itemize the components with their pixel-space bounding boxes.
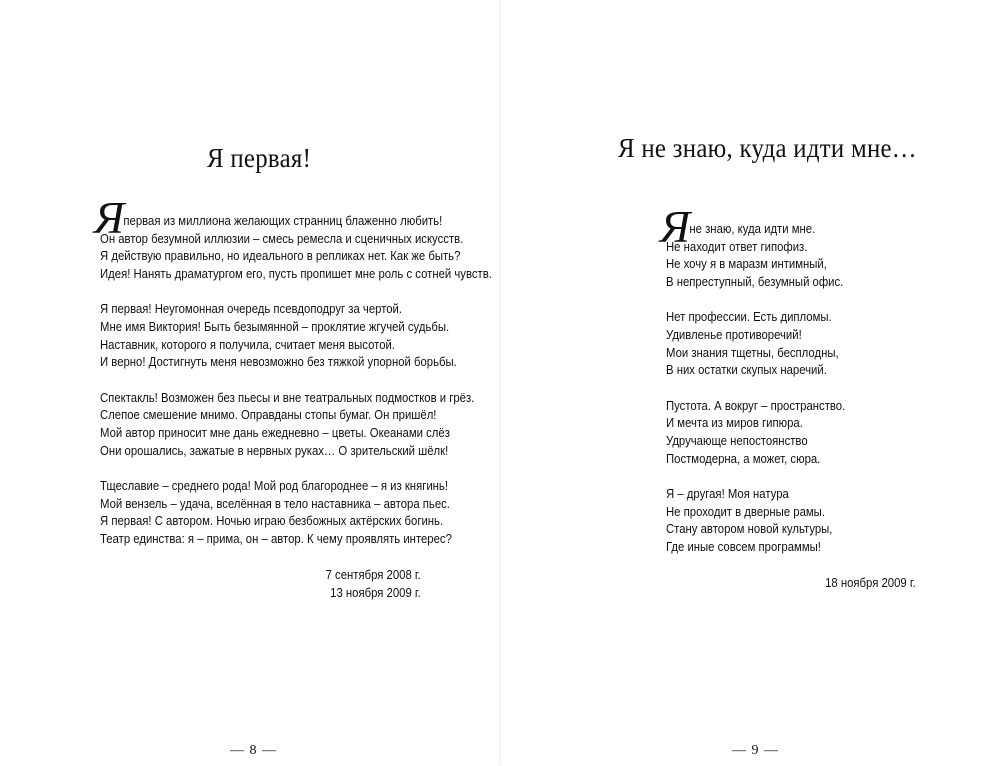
poem-dates [825,575,916,593]
poem-line: Он автор безумной иллюзии – смесь ремесла и сценичных искусств. [100,231,464,246]
poem-body [94,192,492,567]
date-line: 13 ноября 2009 г. [330,585,421,600]
poem-line: Слепое смешение мнимо. Оправданы стопы бумаг. Он пришёл! [100,408,437,423]
poem-line: Стану автором новой культуры, [666,522,833,537]
poem-line: Мой вензель – удача, вселённая в тело наставника – автора пьес. [100,496,450,511]
stanza-3 [666,398,926,468]
poem-title: Я не знаю, куда идти мне… [618,133,917,163]
poem-title: Я первая! [207,143,312,173]
poem-line: Пустота. А вокруг – пространство. [666,398,846,413]
date-line: 7 сентября 2008 г. [325,568,421,582]
poem-line: Мои знания тщетны, бесплодны, [666,345,839,360]
poem-line: Мне имя Виктория! Быть безымянной – проклятие жгучей судьбы. [100,319,450,334]
poem-line: Не проходит в дверные рамы. [666,504,825,519]
poem-line: Я первая! С автором. Ночью играю безбожных актёрских богинь. [100,514,444,529]
poem-line: Мой автор приносит мне дань ежедневно – цветы. Океанами слёз [100,425,450,440]
poem-line: Спектакль! Возможен без пьесы и вне театральных подмостков и грёз. [100,390,475,405]
poem-line: Я действую правильно, но идеального в репликах нет. Как же быть? [100,249,461,264]
poem-line: Идея! Нанять драматургом его, пусть пропишет мне роль с сотней чувств. [100,266,492,281]
poem-line: И верно! Достигнуть меня невозможно без тяжкой упорной борьбы. [100,355,457,370]
poem-line: Тщеславие – среднего рода! Мой род благороднее – я из княгинь! [100,479,448,494]
poem-line: Они орошались, зажатые в нервных руках… О зрительский шёлк! [100,443,449,458]
poem-line: Нет профессии. Есть дипломы. [666,310,832,325]
poem-line: Не хочу я в маразм интимный, [666,257,827,272]
drop-cap: Я [660,201,691,252]
stanza-2 [100,301,460,371]
page-number: — 8 — [230,743,277,758]
stanza-3 [100,390,475,460]
date-line: 18 ноября 2009 г. [825,576,916,590]
poem-line: В них остатки скупых наречий. [666,363,827,378]
stanza-4 [666,486,926,556]
poem-line: Театр единства: я – прима, он – автор. К чему проявлять интерес? [100,531,452,546]
drop-cap: Я [94,192,125,243]
poem-line: не знаю, куда идти мне. [689,222,816,236]
poem-dates [326,567,421,602]
poem-line: Не находит ответ гипофиз. [666,239,808,254]
poem-line: Я первая! Неугомонная очередь псевдоподруг за чертой. [100,302,403,317]
right-page [500,0,1000,766]
poem-line: Удивленье противоречий! [666,327,802,342]
poem-line: Постмодерна, а может, сюра. [666,451,821,466]
stanza-1 [660,201,926,291]
poem-line: Удручающе непостоянство [666,433,808,448]
stanza-1 [94,192,492,283]
poem-line: первая из миллиона желающих странниц блаженно любить! [123,214,443,228]
page-number: — 9 — [732,743,779,758]
poem-line: Я – другая! Моя натура [666,487,789,502]
poem-line: Наставник, которого я получила, считает меня высотой. [100,337,395,352]
poem-line: И мечта из миров гипюра. [666,416,803,431]
poem-line: В непреступный, безумный офис. [666,274,844,289]
stanza-4 [100,478,460,548]
poem-body [660,201,926,575]
stanza-2 [666,309,926,379]
poem-line: Где иные совсем программы! [666,539,821,554]
